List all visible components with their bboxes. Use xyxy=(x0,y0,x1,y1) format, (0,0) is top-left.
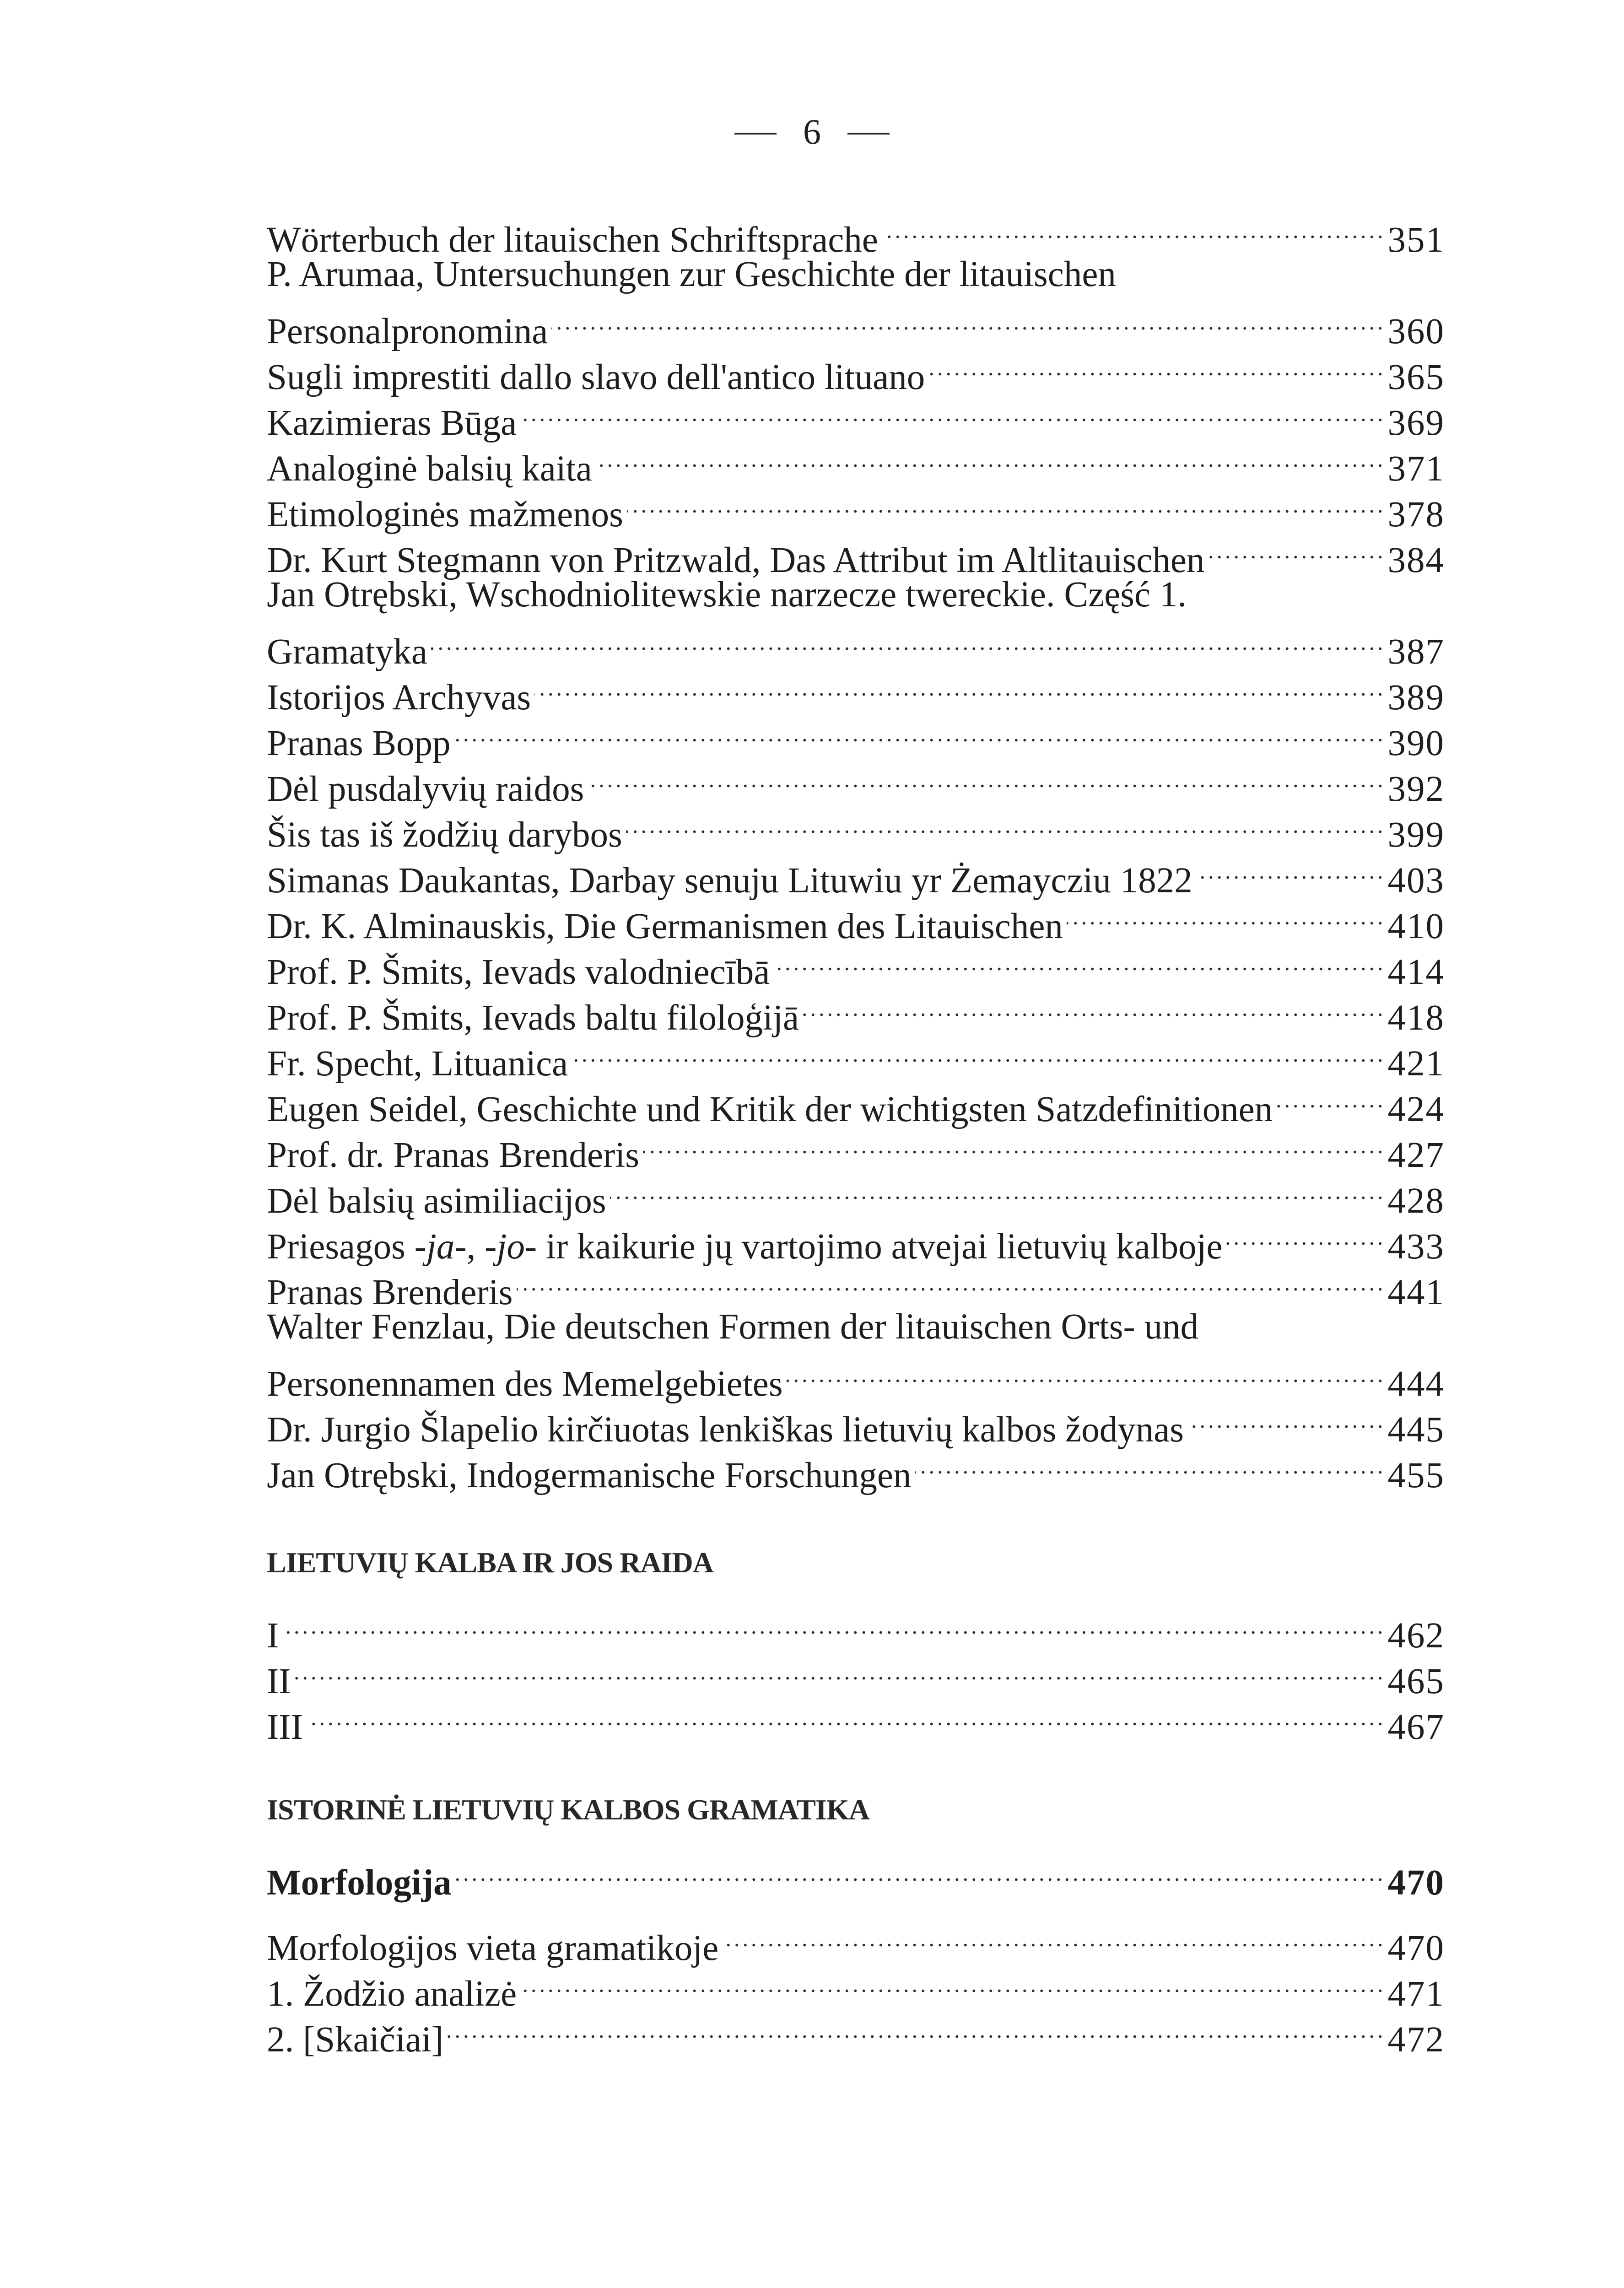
entry-title: III xyxy=(267,1707,303,1747)
entry-page: 384 xyxy=(1387,540,1445,580)
toc-entry[interactable] xyxy=(267,1167,1445,1221)
entry-title: Kazimieras Būga xyxy=(267,403,517,443)
toc-entry[interactable] xyxy=(267,709,1445,763)
title-part: , xyxy=(466,1227,485,1267)
entry-title: Dr. Kurt Stegmann von Pritzwald, Das Attribut im Altlitauischen xyxy=(267,540,1205,580)
entry-page: 445 xyxy=(1387,1410,1445,1450)
toc-entry[interactable] xyxy=(267,984,1445,1038)
toc-entry[interactable] xyxy=(267,1441,1445,1495)
entry-title: Pranas Brenderis xyxy=(267,1273,513,1312)
toc-entry[interactable] xyxy=(267,1602,1445,1656)
entry-page: 472 xyxy=(1387,2020,1445,2060)
dot-leader xyxy=(787,1350,1386,1396)
toc-entry[interactable] xyxy=(267,938,1445,992)
entry-title: Gramatyka xyxy=(267,632,427,672)
toc-entry[interactable] xyxy=(267,1258,1445,1312)
dot-leader xyxy=(722,1914,1386,1960)
suffix-ja: -ja- xyxy=(414,1227,467,1267)
toc-entry[interactable] xyxy=(267,892,1445,946)
dot-leader xyxy=(803,984,1386,1030)
entry-page: 414 xyxy=(1387,952,1445,992)
toc-entry[interactable] xyxy=(267,252,1445,297)
entry-title: Morfologijos vieta gramatikoje xyxy=(267,1928,719,1968)
entry-title: Prof. P. Šmits, Ievads baltu filoloģijā xyxy=(267,998,799,1038)
entry-page: 465 xyxy=(1387,1662,1445,1701)
entry-title: Dr. Jurgio Šlapelio kirčiuotas lenkiškas lietuvių kalbos žodynas xyxy=(267,1410,1184,1450)
dot-leader xyxy=(773,938,1386,984)
section-heading: LIETUVIŲ KALBA IR JOS RAIDA xyxy=(267,1546,713,1579)
entry-title: Prof. dr. Pranas Brenderis xyxy=(267,1135,639,1175)
dot-leader xyxy=(1187,1396,1386,1441)
entry-page: 371 xyxy=(1387,449,1445,489)
entry-page: 399 xyxy=(1387,815,1445,855)
entry-page: 387 xyxy=(1387,632,1445,672)
entry-page: 360 xyxy=(1387,312,1445,351)
toc-entry[interactable] xyxy=(267,664,1445,718)
toc-entry[interactable] xyxy=(267,1030,1445,1084)
toc-entry[interactable] xyxy=(267,297,1445,351)
entry-page: 467 xyxy=(1387,1707,1445,1747)
toc-entry[interactable] xyxy=(267,206,1445,260)
toc-entry[interactable] xyxy=(267,2006,1445,2060)
entry-page: 389 xyxy=(1387,678,1445,718)
dot-leader xyxy=(520,1960,1386,2006)
dot-leader xyxy=(282,1602,1386,1647)
dot-leader xyxy=(1196,847,1386,892)
entry-page: 390 xyxy=(1387,723,1445,763)
entry-page: 462 xyxy=(1387,1616,1445,1656)
toc-entry[interactable] xyxy=(267,1075,1445,1129)
entry-page: 427 xyxy=(1387,1135,1445,1175)
left-dash xyxy=(734,133,777,135)
entry-title: Wörterbuch der litauischen Schriftsprache xyxy=(267,220,878,260)
toc-subheading[interactable] xyxy=(267,1849,1445,1903)
dot-leader xyxy=(431,618,1386,664)
entry-title: Jan Otrębski, Wschodniolitewskie narzecze twereckie. Część 1. xyxy=(267,575,1187,615)
dot-leader xyxy=(928,343,1386,389)
toc-entry[interactable] xyxy=(267,1914,1445,1968)
entry-title: Morfologija xyxy=(267,1863,452,1903)
page-number-header xyxy=(0,109,1624,155)
dot-leader xyxy=(534,664,1386,709)
entry-title: Walter Fenzlau, Die deutschen Formen der litauischen Orts- und xyxy=(267,1307,1199,1347)
entry-page: 418 xyxy=(1387,998,1445,1038)
suffix-jo: -jo- xyxy=(485,1227,537,1267)
dot-leader xyxy=(643,1121,1386,1167)
entry-title: I xyxy=(267,1616,279,1656)
entry-page: 351 xyxy=(1387,220,1445,260)
toc-entry[interactable] xyxy=(267,1304,1445,1350)
dot-leader xyxy=(455,1849,1386,1894)
dot-leader xyxy=(1067,892,1386,938)
entry-page: 421 xyxy=(1387,1044,1445,1084)
dot-leader xyxy=(627,480,1386,526)
entry-page: 470 xyxy=(1387,1928,1445,1968)
dot-leader xyxy=(295,1647,1386,1693)
entry-title: 2. [Skaičiai] xyxy=(267,2020,444,2060)
entry-title: P. Arumaa, Untersuchungen zur Geschichte der litauischen xyxy=(267,254,1116,294)
entry-title: Sugli imprestiti dallo slavo dell'antico lituano xyxy=(267,357,925,397)
entry-page: 369 xyxy=(1387,403,1445,443)
dot-leader xyxy=(588,755,1386,801)
right-dash xyxy=(847,133,890,135)
entry-page: 410 xyxy=(1387,907,1445,946)
entry-title: II xyxy=(267,1662,291,1701)
entry-title: Dėl balsių asimiliacijos xyxy=(267,1181,606,1221)
title-part: Priesagos xyxy=(267,1227,415,1267)
toc-entry[interactable] xyxy=(267,801,1445,855)
toc-entry[interactable] xyxy=(267,1960,1445,2014)
entry-title: Simanas Daukantas, Darbay senuju Lituwiu yr Żemayczіu 1822 xyxy=(267,861,1192,901)
toc-entry[interactable] xyxy=(267,480,1445,534)
entry-page: 433 xyxy=(1387,1227,1445,1267)
entry-title: Pranas Bopp xyxy=(267,723,451,763)
dot-leader xyxy=(551,297,1386,343)
toc-entry[interactable] xyxy=(267,1396,1445,1450)
entry-title: Istorijos Archyvas xyxy=(267,678,531,718)
toc-entry[interactable] xyxy=(267,389,1445,443)
toc-entry[interactable] xyxy=(267,618,1445,672)
entry-title: Etimologinės mažmenos xyxy=(267,495,623,534)
entry-title: Personennamen des Memelgebietes xyxy=(267,1364,783,1404)
dot-leader xyxy=(520,389,1386,435)
dot-leader xyxy=(517,1258,1386,1304)
entry-page: 424 xyxy=(1387,1090,1445,1129)
entry-title: Fr. Specht, Lituanica xyxy=(267,1044,568,1084)
toc-entry[interactable] xyxy=(267,1213,1445,1267)
entry-page: 403 xyxy=(1387,861,1445,901)
dot-leader xyxy=(572,1030,1386,1075)
title-part: ir kaikurie jų vartojimo atvejai lietuvių kalboje xyxy=(537,1227,1223,1267)
dot-leader xyxy=(596,435,1386,480)
entry-page: 392 xyxy=(1387,769,1445,809)
section-heading: ISTORINĖ LIETUVIŲ KALBOS GRAMATIKA xyxy=(267,1793,869,1826)
entry-title: Eugen Seidel, Geschichte und Kritik der wichtigsten Satzdefinitionen xyxy=(267,1090,1273,1129)
dot-leader xyxy=(454,709,1386,755)
dot-leader xyxy=(610,1167,1386,1213)
entry-page: 378 xyxy=(1387,495,1445,534)
dot-leader xyxy=(447,2006,1386,2051)
toc-entry[interactable] xyxy=(267,1121,1445,1175)
entry-page: 471 xyxy=(1387,1974,1445,2014)
entry-page: 470 xyxy=(1387,1863,1445,1903)
toc-entry[interactable] xyxy=(267,343,1445,397)
toc-entry[interactable] xyxy=(267,435,1445,489)
dot-leader xyxy=(915,1441,1386,1487)
toc-entry[interactable] xyxy=(267,526,1445,580)
dot-leader xyxy=(307,1693,1386,1739)
entry-title: Šis tas iš žodžių darybos xyxy=(267,815,622,855)
dot-leader xyxy=(1226,1213,1386,1258)
entry-title: Prof. P. Šmits, Ievads valodniecībā xyxy=(267,952,770,992)
toc-entry[interactable] xyxy=(267,572,1445,618)
toc-entry[interactable] xyxy=(267,1350,1445,1404)
dot-leader xyxy=(626,801,1386,847)
toc-entry[interactable] xyxy=(267,847,1445,901)
entry-title: Jan Otrębski, Indogermanische Forschungen xyxy=(267,1456,912,1495)
dot-leader xyxy=(1208,526,1386,572)
entry-title: Personalpronomina xyxy=(267,312,548,351)
entry-title: Analoginė balsių kaita xyxy=(267,449,592,489)
page-number: 6 xyxy=(803,112,821,151)
dot-leader xyxy=(1276,1075,1386,1121)
toc-entry[interactable] xyxy=(267,1693,1445,1747)
entry-page: 455 xyxy=(1387,1456,1445,1495)
entry-title: 1. Žodžio analizė xyxy=(267,1974,517,2014)
entry-title: Dr. K. Alminauskis, Die Germanismen des Litauischen xyxy=(267,907,1063,946)
dot-leader xyxy=(882,206,1386,252)
entry-page: 444 xyxy=(1387,1364,1445,1404)
toc-entry[interactable] xyxy=(267,755,1445,809)
entry-page: 365 xyxy=(1387,357,1445,397)
entry-title: Dėl pusdalyvių raidos xyxy=(267,769,584,809)
entry-page: 441 xyxy=(1387,1273,1445,1312)
toc-entry[interactable] xyxy=(267,1647,1445,1701)
entry-page: 428 xyxy=(1387,1181,1445,1221)
